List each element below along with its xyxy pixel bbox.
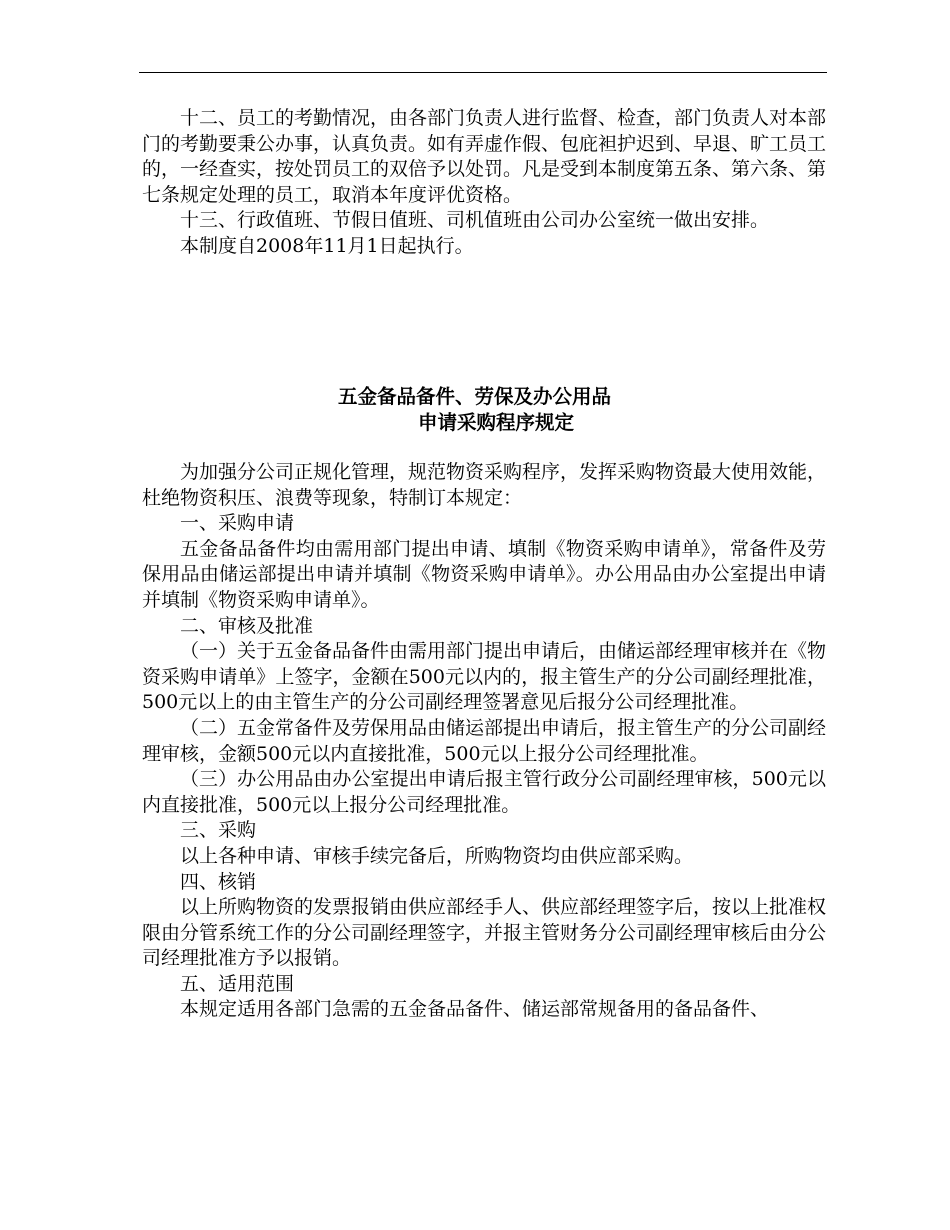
section-heading: 五、适用范围 [180, 972, 295, 995]
effective-date-paragraph: 本制度自2008年11月1日起执行。 [180, 234, 474, 257]
document-title-line-1: 五金备品备件、劳保及办公用品 [338, 385, 612, 408]
section-heading: 三、采购 [180, 819, 257, 842]
clause-12-paragraph: 十二、员工的考勤情况，由各部门负责人进行监督、检查，部门负责人对本部门的考勤要秉公办事，认真负责。如有弄虚作假、包庇袒护迟到、早退、旷工员工的，一经查实，按处罚员工的双倍予以处罚。凡是受到本制度第五条、第六条、第七条规定处理的员工，取消本年度评优资格。 [142, 107, 827, 206]
body-paragraph: 以上所购物资的发票报销由供应部经手人、供应部经理签字后，按以上批准权限由分管系统工作的分公司副经理签字，并报主管财务分公司副经理审核后由分公司经理批准方予以报销。 [142, 896, 827, 970]
previous-regulation-tail [142, 106, 826, 260]
body-paragraph: 以上各种申请、审核手续完备后，所购物资均由供应部采购。 [180, 844, 694, 867]
section-heading: 四、核销 [180, 870, 257, 893]
procurement-regulation-body [142, 460, 826, 1023]
section-heading: 二、审核及批准 [180, 614, 314, 637]
body-paragraph: （二）五金常备件及劳保用品由储运部提出申请后，报主管生产的分公司副经理审核，金额500元以内直接批准，500元以上报分公司经理批准。 [142, 716, 827, 765]
body-paragraph: （一）关于五金备品备件由需用部门提出申请后，由储运部经理审核并在《物资采购申请单》上签字，金额在500元以内的，报主管生产的分公司副经理批准，500元以上的由主管生产的分公司副经理签署意见后报分公司经理批准。 [142, 640, 827, 714]
body-paragraph: （三）办公用品由办公室提出申请后报主管行政分公司副经理审核，500元以内直接批准，500元以上报分公司经理批准。 [142, 768, 826, 816]
clause-13-paragraph: 十三、行政值班、节假日值班、司机值班由公司办公室统一做出安排。 [180, 209, 770, 232]
body-paragraph: 五金备品备件均由需用部门提出申请、填制《物资采购申请单》，常备件及劳保用品由储运部提出申请并填制《物资采购申请单》。办公用品由办公室提出申请并填制《物资采购申请单》。 [142, 537, 826, 611]
body-paragraph: 本规定适用各部门急需的五金备品备件、储运部常规备用的备品备件、 [180, 998, 770, 1021]
intro-paragraph: 为加强分公司正规化管理，规范物资采购程序，发挥采购物资最大使用效能，杜绝物资积压、浪费等现象，特制订本规定： [142, 461, 827, 509]
header-rule [139, 72, 827, 73]
document-title-line-2: 申请采购程序规定 [418, 411, 575, 434]
section-heading: 一、采购申请 [180, 512, 295, 535]
